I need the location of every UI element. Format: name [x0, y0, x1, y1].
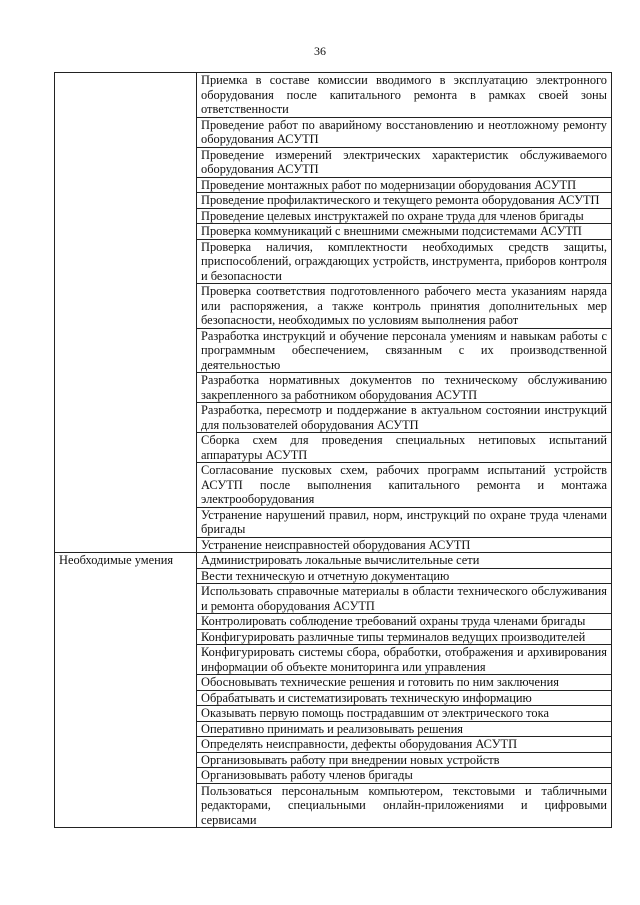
table-cell: Обосновывать технические решения и готовить по ним заключения: [197, 675, 612, 691]
table-cell: Проведение целевых инструктажей по охране труда для членов бригады: [197, 208, 612, 224]
table-cell: Администрировать локальные вычислительные сети: [197, 553, 612, 569]
table-cell: Конфигурировать различные типы терминалов ведущих производителей: [197, 629, 612, 645]
table-cell: Организовывать работу членов бригады: [197, 768, 612, 784]
table-cell: Согласование пусковых схем, рабочих программ испытаний устройств АСУТП после выполнения капитального ремонта и монтажа электрооборудования: [197, 463, 612, 508]
requirements-table: [54, 72, 612, 828]
table-cell: Разработка, пересмотр и поддержание в актуальном состоянии инструкций для пользователей оборудования АСУТП: [197, 403, 612, 433]
table-cell: Организовывать работу при внедрении новых устройств: [197, 752, 612, 768]
table-row: [55, 553, 612, 569]
table-cell: Проведение монтажных работ по модернизации оборудования АСУТП: [197, 177, 612, 193]
table-cell: Контролировать соблюдение требований охраны труда членами бригады: [197, 614, 612, 630]
table-cell: Разработка нормативных документов по техническому обслуживанию закрепленного за работником оборудования АСУТП: [197, 373, 612, 403]
table-cell: Проведение работ по аварийному восстановлению и неотложному ремонту оборудования АСУТП: [197, 117, 612, 147]
table-cell: Обрабатывать и систематизировать техническую информацию: [197, 690, 612, 706]
table-cell: Использовать справочные материалы в области технического обслуживания и ремонта оборудования АСУТП: [197, 584, 612, 614]
section-label: [55, 73, 197, 553]
table-cell: Устранение нарушений правил, норм, инструкций по охране труда членами бригады: [197, 507, 612, 537]
table-cell: Устранение неисправностей оборудования АСУТП: [197, 537, 612, 553]
table-cell: Проведение профилактического и текущего ремонта оборудования АСУТП: [197, 193, 612, 209]
table-cell: Приемка в составе комиссии вводимого в эксплуатацию электронного оборудования после капитального ремонта в рамках своей зоны ответственности: [197, 73, 612, 118]
section-label: Необходимые умения: [55, 553, 197, 828]
table-cell: Пользоваться персональным компьютером, текстовыми и табличными редакторами, специальными онлайн-приложениями и цифровыми сервисами: [197, 783, 612, 828]
table-cell: Проверка коммуникаций с внешними смежными подсистемами АСУТП: [197, 224, 612, 240]
table-row: [55, 73, 612, 118]
table-cell: Определять неисправности, дефекты оборудования АСУТП: [197, 737, 612, 753]
table-cell: Оказывать первую помощь пострадавшим от электрического тока: [197, 706, 612, 722]
table-cell: Вести техническую и отчетную документацию: [197, 568, 612, 584]
table-cell: Разработка инструкций и обучение персонала умениям и навыкам работы с программным обеспечением, связанным с их производственной деятельностью: [197, 328, 612, 373]
table-cell: Проверка соответствия подготовленного рабочего места указаниям наряда или распоряжения, а также контроль принятия дополнительных мер безопасности, необходимых по условиям выполнения работ: [197, 284, 612, 329]
table-cell: Проведение измерений электрических характеристик обслуживаемого оборудования АСУТП: [197, 147, 612, 177]
table-cell: Конфигурировать системы сбора, обработки, отображения и архивирования информации об объекте мониторинга или управления: [197, 645, 612, 675]
table-cell: Проверка наличия, комплектности необходимых средств защиты, приспособлений, ограждающих устройств, инструмента, приборов контроля и безопасности: [197, 239, 612, 284]
table-cell: Оперативно принимать и реализовывать решения: [197, 721, 612, 737]
page-number: 36: [314, 44, 326, 58]
table-cell: Сборка схем для проведения специальных нетиповых испытаний аппаратуры АСУТП: [197, 433, 612, 463]
